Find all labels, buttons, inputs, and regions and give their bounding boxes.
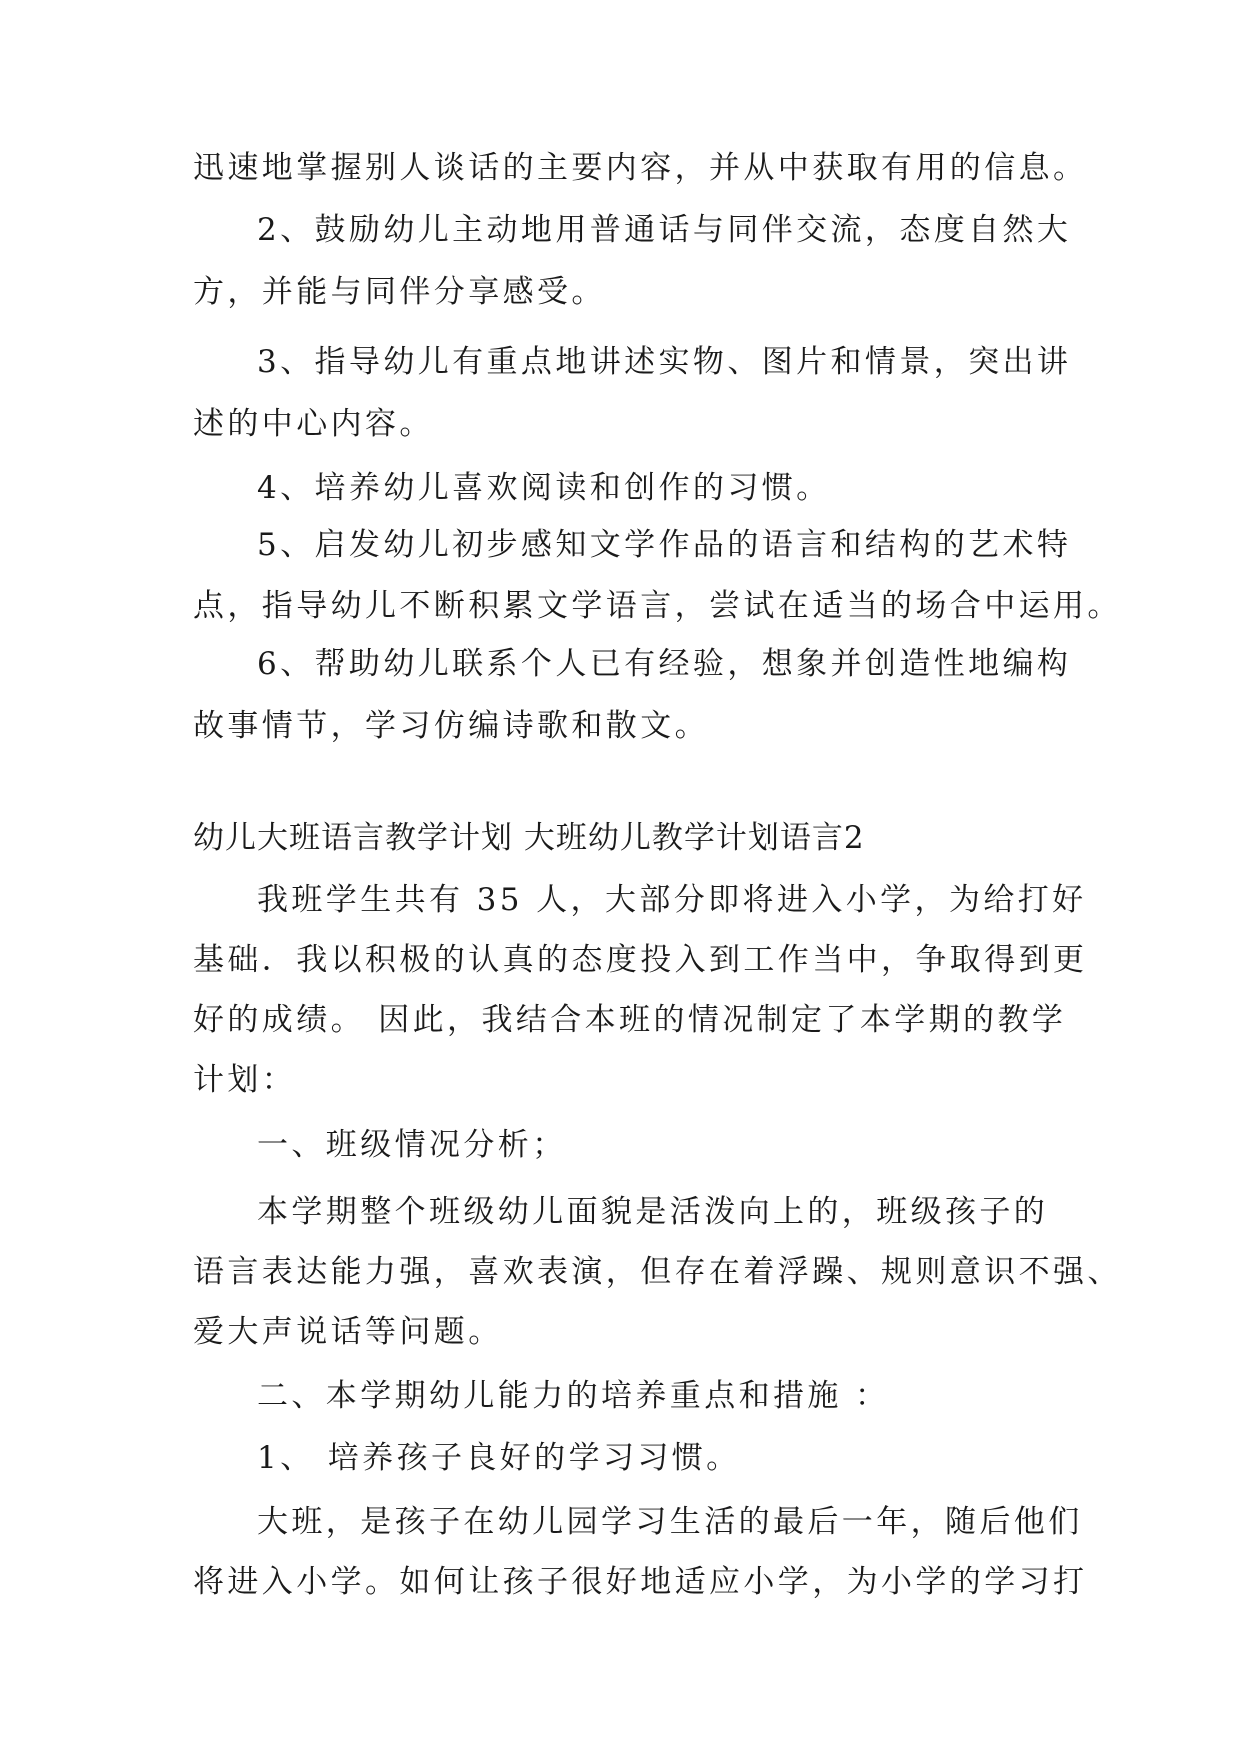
text-line: 语言表达能力强，喜欢表演，但存在着浮躁、规则意识不强、 (193, 1254, 1122, 1290)
text-line: 将进入小学。如何让孩子很好地适应小学，为小学的学习打 (193, 1564, 1088, 1600)
text-line: 述的中心内容。 (193, 406, 434, 442)
text-line: 5、启发幼儿初步感知文学作品的语言和结构的艺术特 (257, 527, 1072, 563)
text-line: 好的成绩。 因此，我结合本班的情况制定了本学期的教学 (193, 1002, 1067, 1038)
text-line: 计划： (193, 1062, 297, 1098)
text-line: 迅速地掌握别人谈话的主要内容，并从中获取有用的信息。 (193, 150, 1088, 186)
text-line: 爱大声说话等问题。 (193, 1314, 503, 1350)
text-line: 大班，是孩子在幼儿园学习生活的最后一年，随后他们 (257, 1504, 1083, 1540)
section-title: 幼儿大班语言教学计划 大班幼儿教学计划语言2 (193, 820, 865, 856)
text-line: 方，并能与同伴分享感受。 (193, 274, 606, 310)
text-line: 基础．我以积极的认真的态度投入到工作当中，争取得到更 (193, 942, 1088, 978)
text-line: 4、培养幼儿喜欢阅读和创作的习惯。 (257, 470, 831, 506)
text-line: 2、鼓励幼儿主动地用普通话与同伴交流，态度自然大 (257, 212, 1072, 248)
text-line: 我班学生共有 35 人，大部分即将进入小学，为给打好 (257, 882, 1087, 918)
text-line: 故事情节，学习仿编诗歌和散文。 (193, 708, 709, 744)
text-line: 1、 培养孩子良好的学习习惯。 (257, 1440, 741, 1476)
text-line: 本学期整个班级幼儿面貌是活泼向上的，班级孩子的 (257, 1194, 1049, 1230)
text-line: 6、帮助幼儿联系个人已有经验，想象并创造性地编构 (257, 646, 1072, 682)
text-line: 3、指导幼儿有重点地讲述实物、图片和情景，突出讲 (257, 344, 1072, 380)
text-line: 一、班级情况分析； (257, 1127, 567, 1163)
text-line: 点，指导幼儿不断积累文学语言，尝试在适当的场合中运用。 (193, 588, 1122, 624)
text-line: 二、本学期幼儿能力的培养重点和措施 ： (257, 1378, 890, 1414)
